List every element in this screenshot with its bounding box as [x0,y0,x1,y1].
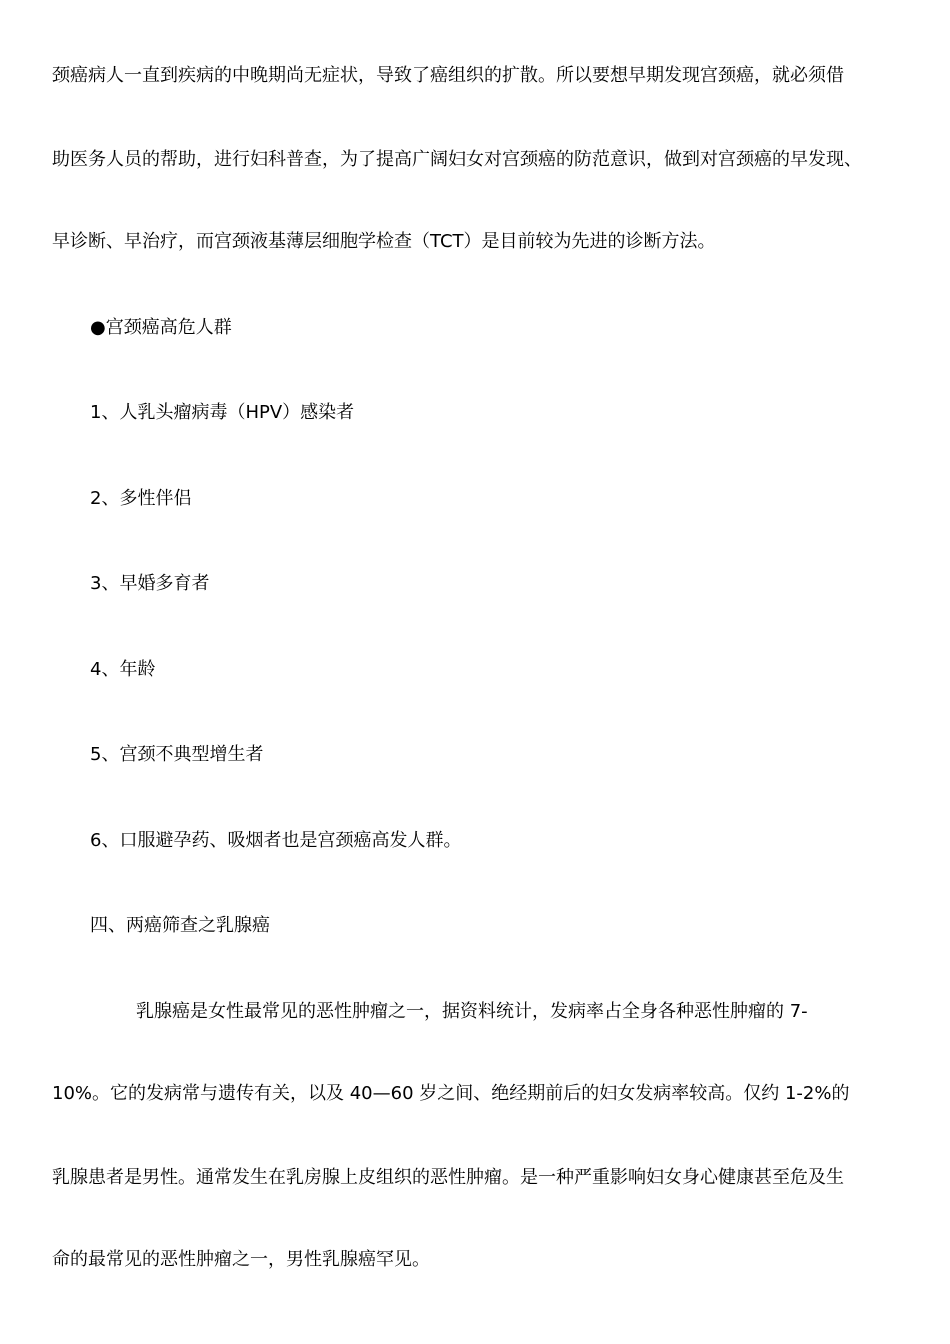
list-item: 1、人乳头瘤病毒（HPV）感染者 [90,402,355,423]
list-item: 4、年龄 [90,659,156,680]
section-heading: 四、两癌筛查之乳腺癌 [90,915,270,936]
high-risk-heading: ●宫颈癌高危人群 [90,317,232,338]
paragraph-line: 助医务人员的帮助，进行妇科普查，为了提高广阔妇女对宫颈癌的防范意识，做到对宫颈癌的早发现、 [52,149,862,170]
list-item: 5、宫颈不典型增生者 [90,744,264,765]
paragraph-line: 早诊断、早治疗，而宫颈液基薄层细胞学检查（TCT）是目前较为先进的诊断方法。 [52,231,716,252]
list-item: 2、多性伴侣 [90,488,192,509]
list-item: 6、口服避孕药、吸烟者也是宫颈癌高发人群。 [90,830,462,851]
paragraph-line: 乳腺患者是男性。通常发生在乳房腺上皮组织的恶性肿瘤。是一种严重影响妇女身心健康甚至危及生 [52,1167,844,1188]
paragraph-line: 命的最常见的恶性肿瘤之一，男性乳腺癌罕见。 [52,1249,430,1270]
paragraph-line: 颈癌病人一直到疾病的中晚期尚无症状，导致了癌组织的扩散。所以要想早期发现宫颈癌，就必须借 [52,65,844,86]
paragraph-line: 乳腺癌是女性最常见的恶性肿瘤之一，据资料统计，发病率占全身各种恶性肿瘤的 7- [136,1001,808,1022]
paragraph-line: 10%。它的发病常与遗传有关，以及 40—60 岁之间、绝经期前后的妇女发病率较高。仅约 1-2%的 [52,1083,850,1104]
list-item: 3、早婚多育者 [90,573,210,594]
